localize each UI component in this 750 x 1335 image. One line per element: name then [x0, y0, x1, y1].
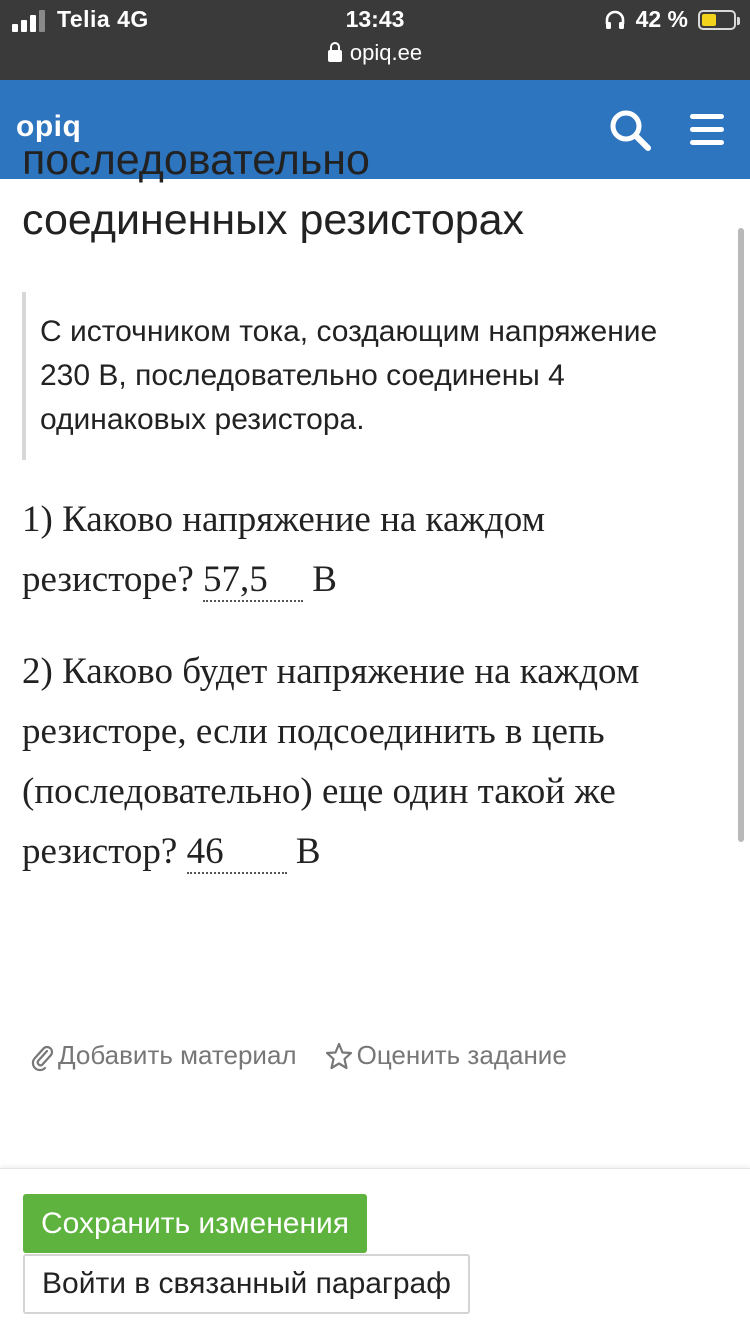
title-viewport [0, 136, 750, 279]
question-2 [22, 642, 722, 882]
url-bar[interactable] [0, 40, 750, 66]
question-1-text: 1) Каково напряжение на каждом резисторе? [22, 499, 545, 600]
status-right [604, 6, 736, 33]
rate-task-link[interactable] [325, 1040, 567, 1071]
task-intro-quote [22, 292, 702, 460]
open-linked-paragraph-button[interactable]: Войти в связанный параграф [23, 1254, 470, 1314]
search-button[interactable] [606, 106, 654, 154]
save-changes-button[interactable]: Сохранить изменения [23, 1194, 367, 1253]
battery-icon [698, 10, 736, 30]
add-material-label: Добавить материал [58, 1040, 297, 1070]
menu-button[interactable] [686, 108, 732, 152]
bottom-action-bar [0, 1168, 750, 1335]
task-actions [30, 1040, 567, 1071]
battery-percent: 42 % [635, 6, 688, 32]
task-intro-text: С источником тока, создающим напряжение 230 В, последовательно соединены 4 одинаковых резистора. [40, 315, 658, 436]
url-text: opiq.ee [349, 40, 423, 65]
hamburger-icon [690, 114, 724, 119]
headphones-icon [604, 9, 626, 31]
page-title-line-2: соединенных резисторах [22, 196, 525, 244]
lock-icon [328, 50, 342, 62]
opiq-logo[interactable]: opiq [16, 110, 82, 143]
question-2-answer-field[interactable]: 46 [187, 832, 287, 874]
question-1 [22, 490, 722, 610]
clock: 13:43 [345, 6, 405, 32]
star-icon [325, 1042, 353, 1070]
rate-task-label: Оценить задание [356, 1040, 567, 1070]
carrier-label: Telia 4G [57, 6, 149, 32]
status-bar [0, 0, 750, 80]
page-title-line-1: последовательно [22, 136, 370, 184]
search-icon [606, 106, 654, 154]
question-2-unit: В [295, 831, 321, 872]
question-1-answer-field[interactable]: 57,5 [203, 560, 303, 602]
paperclip-icon [30, 1042, 54, 1070]
question-2-text: 2) Каково будет напряжение на каждом резисторе, если подсоединить в цепь (последовательно) еще один такой же резистор? [22, 651, 640, 872]
scrollbar[interactable] [738, 228, 744, 842]
add-material-link[interactable] [30, 1040, 297, 1071]
question-1-unit: В [312, 559, 337, 600]
